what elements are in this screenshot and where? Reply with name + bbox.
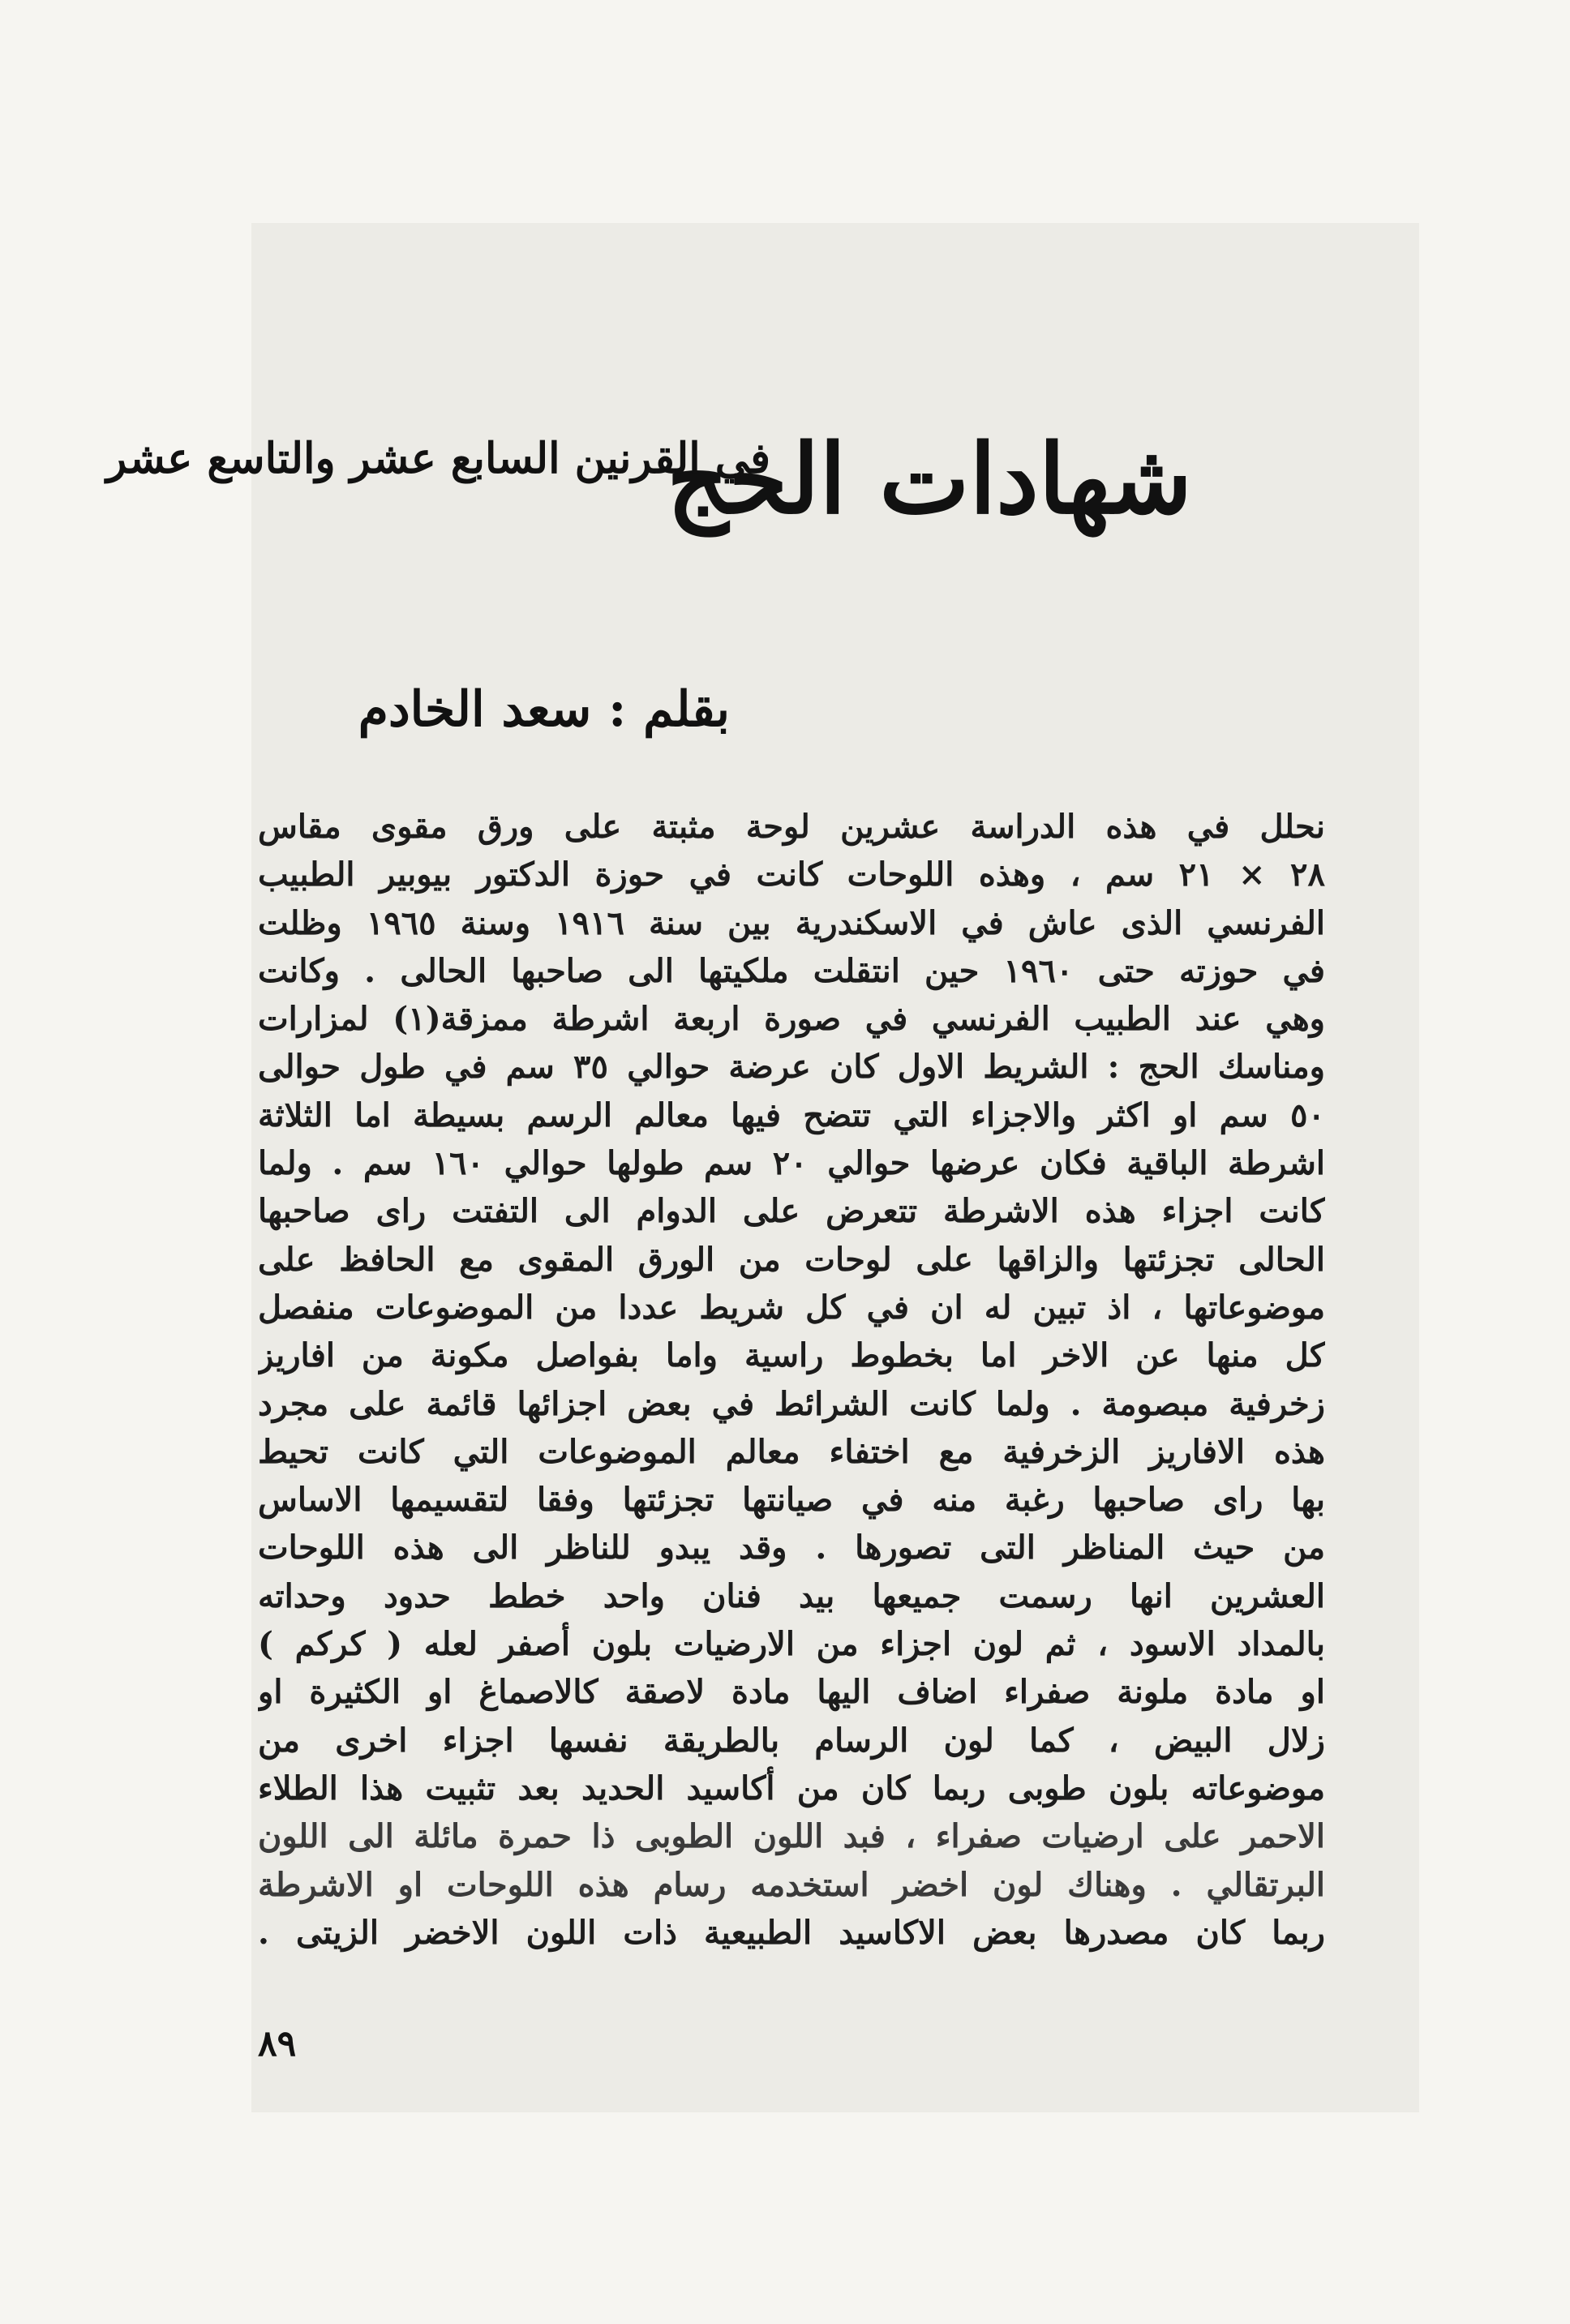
- text-line: ٥٠ سم او اكثر والاجزاء التي تتضح فيها معالم الرسم بسيطة اما الثلاثة: [258, 1096, 1325, 1134]
- text-line: هذه الافاريز الزخرفية مع اختفاء معالم الموضوعات التي كانت تحيط: [258, 1432, 1325, 1471]
- text-line: نحلل في هذه الدراسة عشرين لوحة مثبتة على ورق مقوى مقاس: [258, 808, 1325, 846]
- text-line: في حوزته حتى ١٩٦٠ حين انتقلت ملكيتها الى صاحبها الحالى . وكانت: [258, 951, 1325, 990]
- article-subtitle: في القرنين السابع عشر والتاسع عشر: [106, 434, 770, 483]
- author-byline: بقلم : سعد الخادم: [358, 681, 730, 738]
- text-line: العشرين انها رسمت جميعها بيد فنان واحد خطط حدود وحداته: [258, 1576, 1325, 1615]
- article-title: شهادات الحج: [667, 422, 1192, 535]
- text-line: بها راى صاحبها رغبة منه في صيانتها تجزئتها وفقا لتقسيمها الاساس: [258, 1481, 1325, 1520]
- text-line: او مادة ملونة صفراء اضاف اليها مادة لاصقة كالاصماغ او الكثيرة او: [258, 1673, 1325, 1712]
- text-line: وهي عند الطبيب الفرنسي في صورة اربعة اشرطة ممزقة(١) لمزارات: [258, 1000, 1325, 1039]
- text-line: ومناسك الحج : الشريط الاول كان عرضة حوالي ٣٥ سم في طول حوالى: [258, 1048, 1325, 1087]
- text-line: الفرنسي الذى عاش في الاسكندرية بين سنة ١٩١٦ وسنة ١٩٦٥ وظلت: [258, 903, 1325, 942]
- text-line: موضوعاته بلون طوبى ربما كان من أكاسيد الحديد بعد تثبيت هذا الطلاء: [258, 1769, 1325, 1807]
- text-line: زلال البيض ، كما لون الرسام بالطريقة نفسها اجزاء اخرى من: [258, 1721, 1325, 1760]
- text-line: من حيث المناظر التى تصورها . وقد يبدو للناظر الى هذه اللوحات: [258, 1529, 1325, 1567]
- text-line: كانت اجزاء هذه الاشرطة تتعرض على الدوام الى التفتت راى صاحبها: [258, 1192, 1325, 1231]
- text-line: موضوعاتها ، اذ تبين له ان في كل شريط عددا من الموضوعات منفصل: [258, 1288, 1325, 1327]
- text-line: ٢٨ × ٢١ سم ، وهذه اللوحات كانت في حوزة الدكتور بيوبير الطبيب: [258, 855, 1325, 894]
- text-line: ربما كان مصدرها بعض الاكاسيد الطبيعية ذات اللون الاخضر الزيتى .: [258, 1913, 1325, 1952]
- text-line: الاحمر على ارضيات صفراء ، فبد اللون الطوبى ذا حمرة مائلة الى اللون: [258, 1817, 1325, 1856]
- text-line: كل منها عن الاخر اما بخطوط راسية واما بفواصل مكونة من افاريز: [258, 1336, 1325, 1375]
- text-line: زخرفية مبصومة . ولما كانت الشرائط في بعض اجزائها قائمة على مجرد: [258, 1384, 1325, 1423]
- text-line: اشرطة الباقية فكان عرضها حوالي ٢٠ سم طولها حوالي ١٦٠ سم . ولما: [258, 1144, 1325, 1183]
- title-block: [106, 405, 1192, 592]
- text-line: الحالى تجزئتها والزاقها على لوحات من الورق المقوى مع الحافظ على: [258, 1240, 1325, 1279]
- body-text: [258, 803, 1325, 1957]
- page-number: ٨٩: [258, 2023, 297, 2065]
- text-line: بالمداد الاسود ، ثم لون اجزاء من الارضيات بلون أصفر لعله ( كركم ): [258, 1625, 1325, 1664]
- text-line: البرتقالي . وهناك لون اخضر استخدمه رسام هذه اللوحات او الاشرطة: [258, 1865, 1325, 1904]
